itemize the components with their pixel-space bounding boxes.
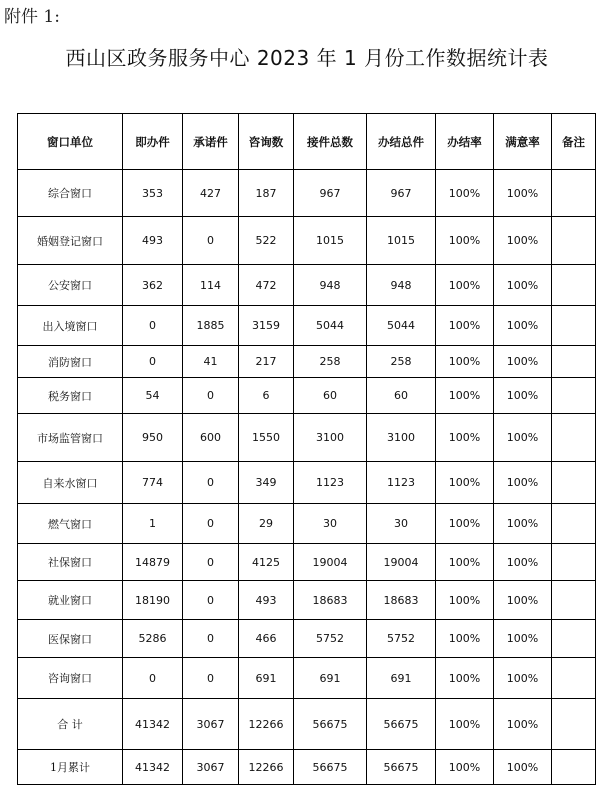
value-cell: 30	[294, 504, 367, 544]
value-cell: 5044	[367, 306, 436, 346]
value-cell: 100%	[494, 414, 552, 462]
value-cell: 5286	[123, 620, 183, 658]
value-cell: 187	[239, 170, 294, 217]
value-cell: 100%	[494, 462, 552, 504]
value-cell: 18190	[123, 581, 183, 620]
value-cell: 56675	[367, 699, 436, 750]
table-row	[18, 504, 596, 544]
value-cell: 691	[367, 658, 436, 699]
value-cell: 1123	[294, 462, 367, 504]
row-label-cell: 合 计	[18, 699, 123, 750]
remark-cell	[552, 699, 596, 750]
value-cell: 41342	[123, 750, 183, 785]
value-cell: 100%	[436, 306, 494, 346]
row-label-cell: 自来水窗口	[18, 462, 123, 504]
value-cell: 472	[239, 265, 294, 306]
value-cell: 427	[183, 170, 239, 217]
value-cell: 3159	[239, 306, 294, 346]
remark-cell	[552, 265, 596, 306]
value-cell: 0	[183, 217, 239, 265]
table-row	[18, 217, 596, 265]
value-cell: 60	[367, 378, 436, 414]
value-cell: 100%	[494, 306, 552, 346]
value-cell: 0	[183, 581, 239, 620]
value-cell: 100%	[436, 750, 494, 785]
value-cell: 349	[239, 462, 294, 504]
remark-cell	[552, 414, 596, 462]
value-cell: 100%	[494, 620, 552, 658]
remark-cell	[552, 504, 596, 544]
row-label-cell: 社保窗口	[18, 544, 123, 581]
value-cell: 19004	[367, 544, 436, 581]
statistics-table	[17, 113, 596, 785]
value-cell: 0	[183, 658, 239, 699]
value-cell: 3100	[367, 414, 436, 462]
value-cell: 100%	[494, 750, 552, 785]
value-cell: 100%	[436, 504, 494, 544]
attachment-label: 附件 1:	[4, 7, 60, 27]
value-cell: 362	[123, 265, 183, 306]
value-cell: 100%	[494, 346, 552, 378]
header-cell: 满意率	[494, 114, 552, 170]
row-label-cell: 消防窗口	[18, 346, 123, 378]
value-cell: 100%	[436, 346, 494, 378]
value-cell: 0	[183, 544, 239, 581]
header-cell: 接件总数	[294, 114, 367, 170]
remark-cell	[552, 462, 596, 504]
header-cell: 窗口单位	[18, 114, 123, 170]
value-cell: 56675	[294, 699, 367, 750]
value-cell: 12266	[239, 699, 294, 750]
value-cell: 0	[183, 378, 239, 414]
value-cell: 3067	[183, 750, 239, 785]
value-cell: 600	[183, 414, 239, 462]
value-cell: 100%	[494, 581, 552, 620]
value-cell: 29	[239, 504, 294, 544]
header-cell: 咨询数	[239, 114, 294, 170]
value-cell: 3067	[183, 699, 239, 750]
value-cell: 14879	[123, 544, 183, 581]
value-cell: 100%	[494, 217, 552, 265]
value-cell: 0	[183, 462, 239, 504]
value-cell: 60	[294, 378, 367, 414]
remark-cell	[552, 346, 596, 378]
value-cell: 100%	[436, 699, 494, 750]
row-label-cell: 燃气窗口	[18, 504, 123, 544]
row-label-cell: 1月累计	[18, 750, 123, 785]
value-cell: 100%	[494, 658, 552, 699]
value-cell: 6	[239, 378, 294, 414]
value-cell: 493	[123, 217, 183, 265]
value-cell: 1123	[367, 462, 436, 504]
remark-cell	[552, 170, 596, 217]
value-cell: 217	[239, 346, 294, 378]
remark-cell	[552, 217, 596, 265]
row-label-cell: 婚姻登记窗口	[18, 217, 123, 265]
value-cell: 56675	[294, 750, 367, 785]
value-cell: 948	[294, 265, 367, 306]
table-row	[18, 170, 596, 217]
table-header-row	[18, 114, 596, 170]
value-cell: 19004	[294, 544, 367, 581]
table-row	[18, 462, 596, 504]
value-cell: 5044	[294, 306, 367, 346]
row-label-cell: 公安窗口	[18, 265, 123, 306]
value-cell: 1	[123, 504, 183, 544]
value-cell: 967	[367, 170, 436, 217]
table-row	[18, 658, 596, 699]
value-cell: 100%	[436, 217, 494, 265]
value-cell: 100%	[494, 378, 552, 414]
value-cell: 353	[123, 170, 183, 217]
row-label-cell: 咨询窗口	[18, 658, 123, 699]
value-cell: 1550	[239, 414, 294, 462]
value-cell: 967	[294, 170, 367, 217]
value-cell: 1015	[367, 217, 436, 265]
remark-cell	[552, 544, 596, 581]
value-cell: 56675	[367, 750, 436, 785]
value-cell: 100%	[494, 699, 552, 750]
value-cell: 100%	[436, 620, 494, 658]
remark-cell	[552, 581, 596, 620]
value-cell: 18683	[367, 581, 436, 620]
value-cell: 258	[294, 346, 367, 378]
header-cell: 即办件	[123, 114, 183, 170]
row-label-cell: 出入境窗口	[18, 306, 123, 346]
value-cell: 41	[183, 346, 239, 378]
value-cell: 950	[123, 414, 183, 462]
value-cell: 100%	[436, 170, 494, 217]
value-cell: 5752	[294, 620, 367, 658]
value-cell: 100%	[436, 378, 494, 414]
value-cell: 30	[367, 504, 436, 544]
value-cell: 54	[123, 378, 183, 414]
value-cell: 100%	[494, 170, 552, 217]
header-cell: 承诺件	[183, 114, 239, 170]
table-row	[18, 699, 596, 750]
remark-cell	[552, 620, 596, 658]
value-cell: 114	[183, 265, 239, 306]
row-label-cell: 医保窗口	[18, 620, 123, 658]
remark-cell	[552, 658, 596, 699]
row-label-cell: 综合窗口	[18, 170, 123, 217]
value-cell: 774	[123, 462, 183, 504]
value-cell: 1015	[294, 217, 367, 265]
value-cell: 100%	[436, 414, 494, 462]
value-cell: 0	[183, 504, 239, 544]
value-cell: 1885	[183, 306, 239, 346]
table-row	[18, 265, 596, 306]
table-row	[18, 620, 596, 658]
value-cell: 18683	[294, 581, 367, 620]
value-cell: 12266	[239, 750, 294, 785]
value-cell: 100%	[436, 265, 494, 306]
remark-cell	[552, 378, 596, 414]
value-cell: 0	[123, 306, 183, 346]
value-cell: 258	[367, 346, 436, 378]
value-cell: 100%	[436, 581, 494, 620]
table-row	[18, 544, 596, 581]
value-cell: 4125	[239, 544, 294, 581]
value-cell: 0	[123, 658, 183, 699]
table-row	[18, 306, 596, 346]
value-cell: 5752	[367, 620, 436, 658]
value-cell: 100%	[436, 462, 494, 504]
value-cell: 466	[239, 620, 294, 658]
value-cell: 100%	[436, 544, 494, 581]
value-cell: 691	[294, 658, 367, 699]
row-label-cell: 市场监管窗口	[18, 414, 123, 462]
header-cell: 办结总件	[367, 114, 436, 170]
table-row	[18, 750, 596, 785]
value-cell: 100%	[494, 544, 552, 581]
row-label-cell: 就业窗口	[18, 581, 123, 620]
table-row	[18, 378, 596, 414]
value-cell: 100%	[436, 658, 494, 699]
value-cell: 0	[123, 346, 183, 378]
table-row	[18, 581, 596, 620]
table-row	[18, 414, 596, 462]
remark-cell	[552, 306, 596, 346]
value-cell: 691	[239, 658, 294, 699]
header-cell: 办结率	[436, 114, 494, 170]
value-cell: 100%	[494, 504, 552, 544]
value-cell: 3100	[294, 414, 367, 462]
value-cell: 100%	[494, 265, 552, 306]
value-cell: 522	[239, 217, 294, 265]
remark-cell	[552, 750, 596, 785]
value-cell: 493	[239, 581, 294, 620]
value-cell: 0	[183, 620, 239, 658]
header-cell: 备注	[552, 114, 596, 170]
document-title: 西山区政务服务中心 2023 年 1 月份工作数据统计表	[65, 46, 549, 70]
row-label-cell: 税务窗口	[18, 378, 123, 414]
table-row	[18, 346, 596, 378]
value-cell: 948	[367, 265, 436, 306]
value-cell: 41342	[123, 699, 183, 750]
